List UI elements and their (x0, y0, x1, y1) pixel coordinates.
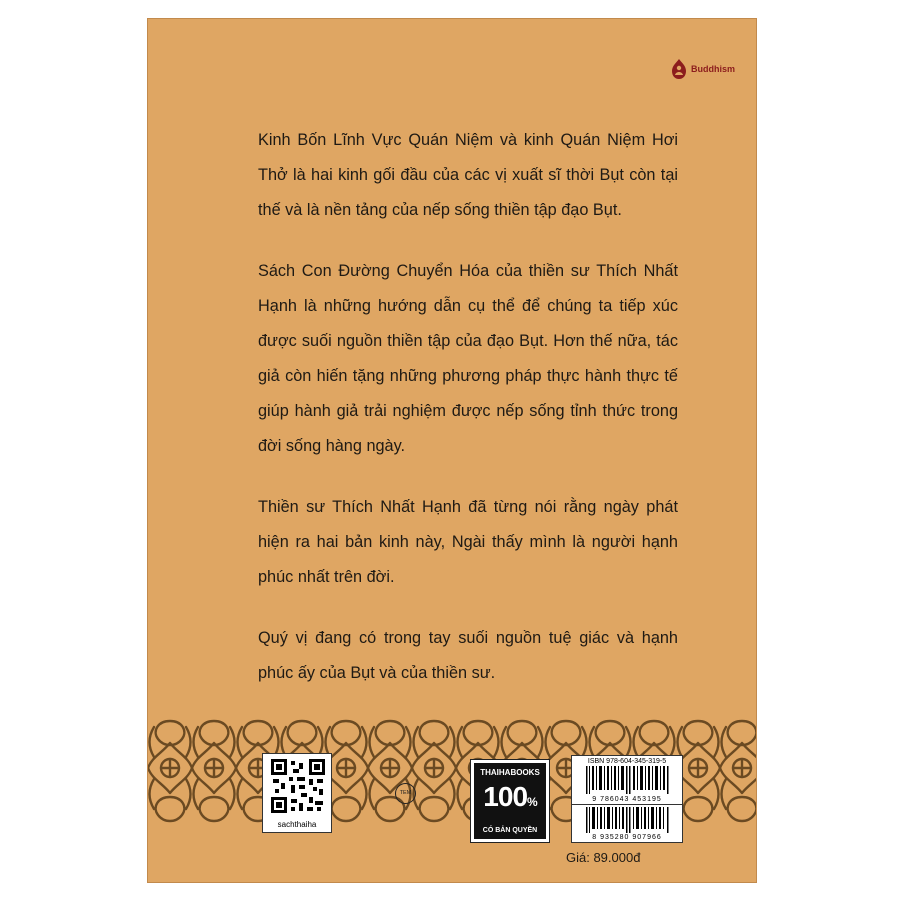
isbn-barcode (571, 755, 683, 805)
blurb (258, 123, 678, 717)
copyright-label: CÓ BẢN QUYỀN (482, 827, 538, 834)
ean-digits: 8 935280 907966 (592, 834, 662, 841)
copyright-badge (470, 759, 550, 843)
blurb-paragraph-1: Kinh Bốn Lĩnh Vực Quán Niệm và kinh Quán Niệm Hơi Thở là hai kinh gối đầu của các vị xuất sĩ thời Bụt còn tại thế và là nền tảng của nếp sống thiền tập đạo Bụt. (258, 131, 678, 219)
price-label: Giá: 89.000đ (566, 850, 641, 865)
publisher-name: THAIHABOOKS (480, 768, 540, 777)
blurb-paragraph-4: Quý vị đang có trong tay suối nguồn tuệ giác và hạnh phúc ấy của Bụt và của thiền sư. (258, 629, 678, 682)
qr-code (262, 753, 332, 833)
publisher-logo (671, 59, 735, 79)
ean-barcode (571, 805, 683, 843)
buddha-icon (671, 59, 687, 79)
copyright-percent: 100% (483, 781, 537, 812)
tem-stamp: TEM (395, 783, 416, 804)
book-back-cover (147, 18, 757, 883)
blurb-paragraph-3: Thiền sư Thích Nhất Hạnh đã từng nói rằng ngày phát hiện ra hai bản kinh này, Ngài thấy mình là người hạnh phúc nhất trên đời. (258, 498, 678, 586)
ean-barcode-bars (586, 807, 670, 833)
isbn-barcode-bars (586, 766, 670, 794)
isbn-digits: 9 786043 453195 (592, 796, 662, 803)
blurb-paragraph-2: Sách Con Đường Chuyển Hóa của thiền sư Thích Nhất Hạnh là những hướng dẫn cụ thể để chúng ta tiếp xúc được suối nguồn thiền tập của đạo Bụt. Hơn thế nữa, tác giả còn hiến tặng những phương pháp thực hành thực tế giúp hành giả trải nghiệm được nếp sống tỉnh thức trong đời sống hàng ngày. (258, 262, 678, 455)
qr-icon (271, 759, 325, 813)
qr-label: sachthaiha (277, 820, 317, 829)
brand-name: Buddhism (691, 64, 735, 74)
isbn-label: ISBN 978-604-345-319-5 (587, 758, 667, 765)
